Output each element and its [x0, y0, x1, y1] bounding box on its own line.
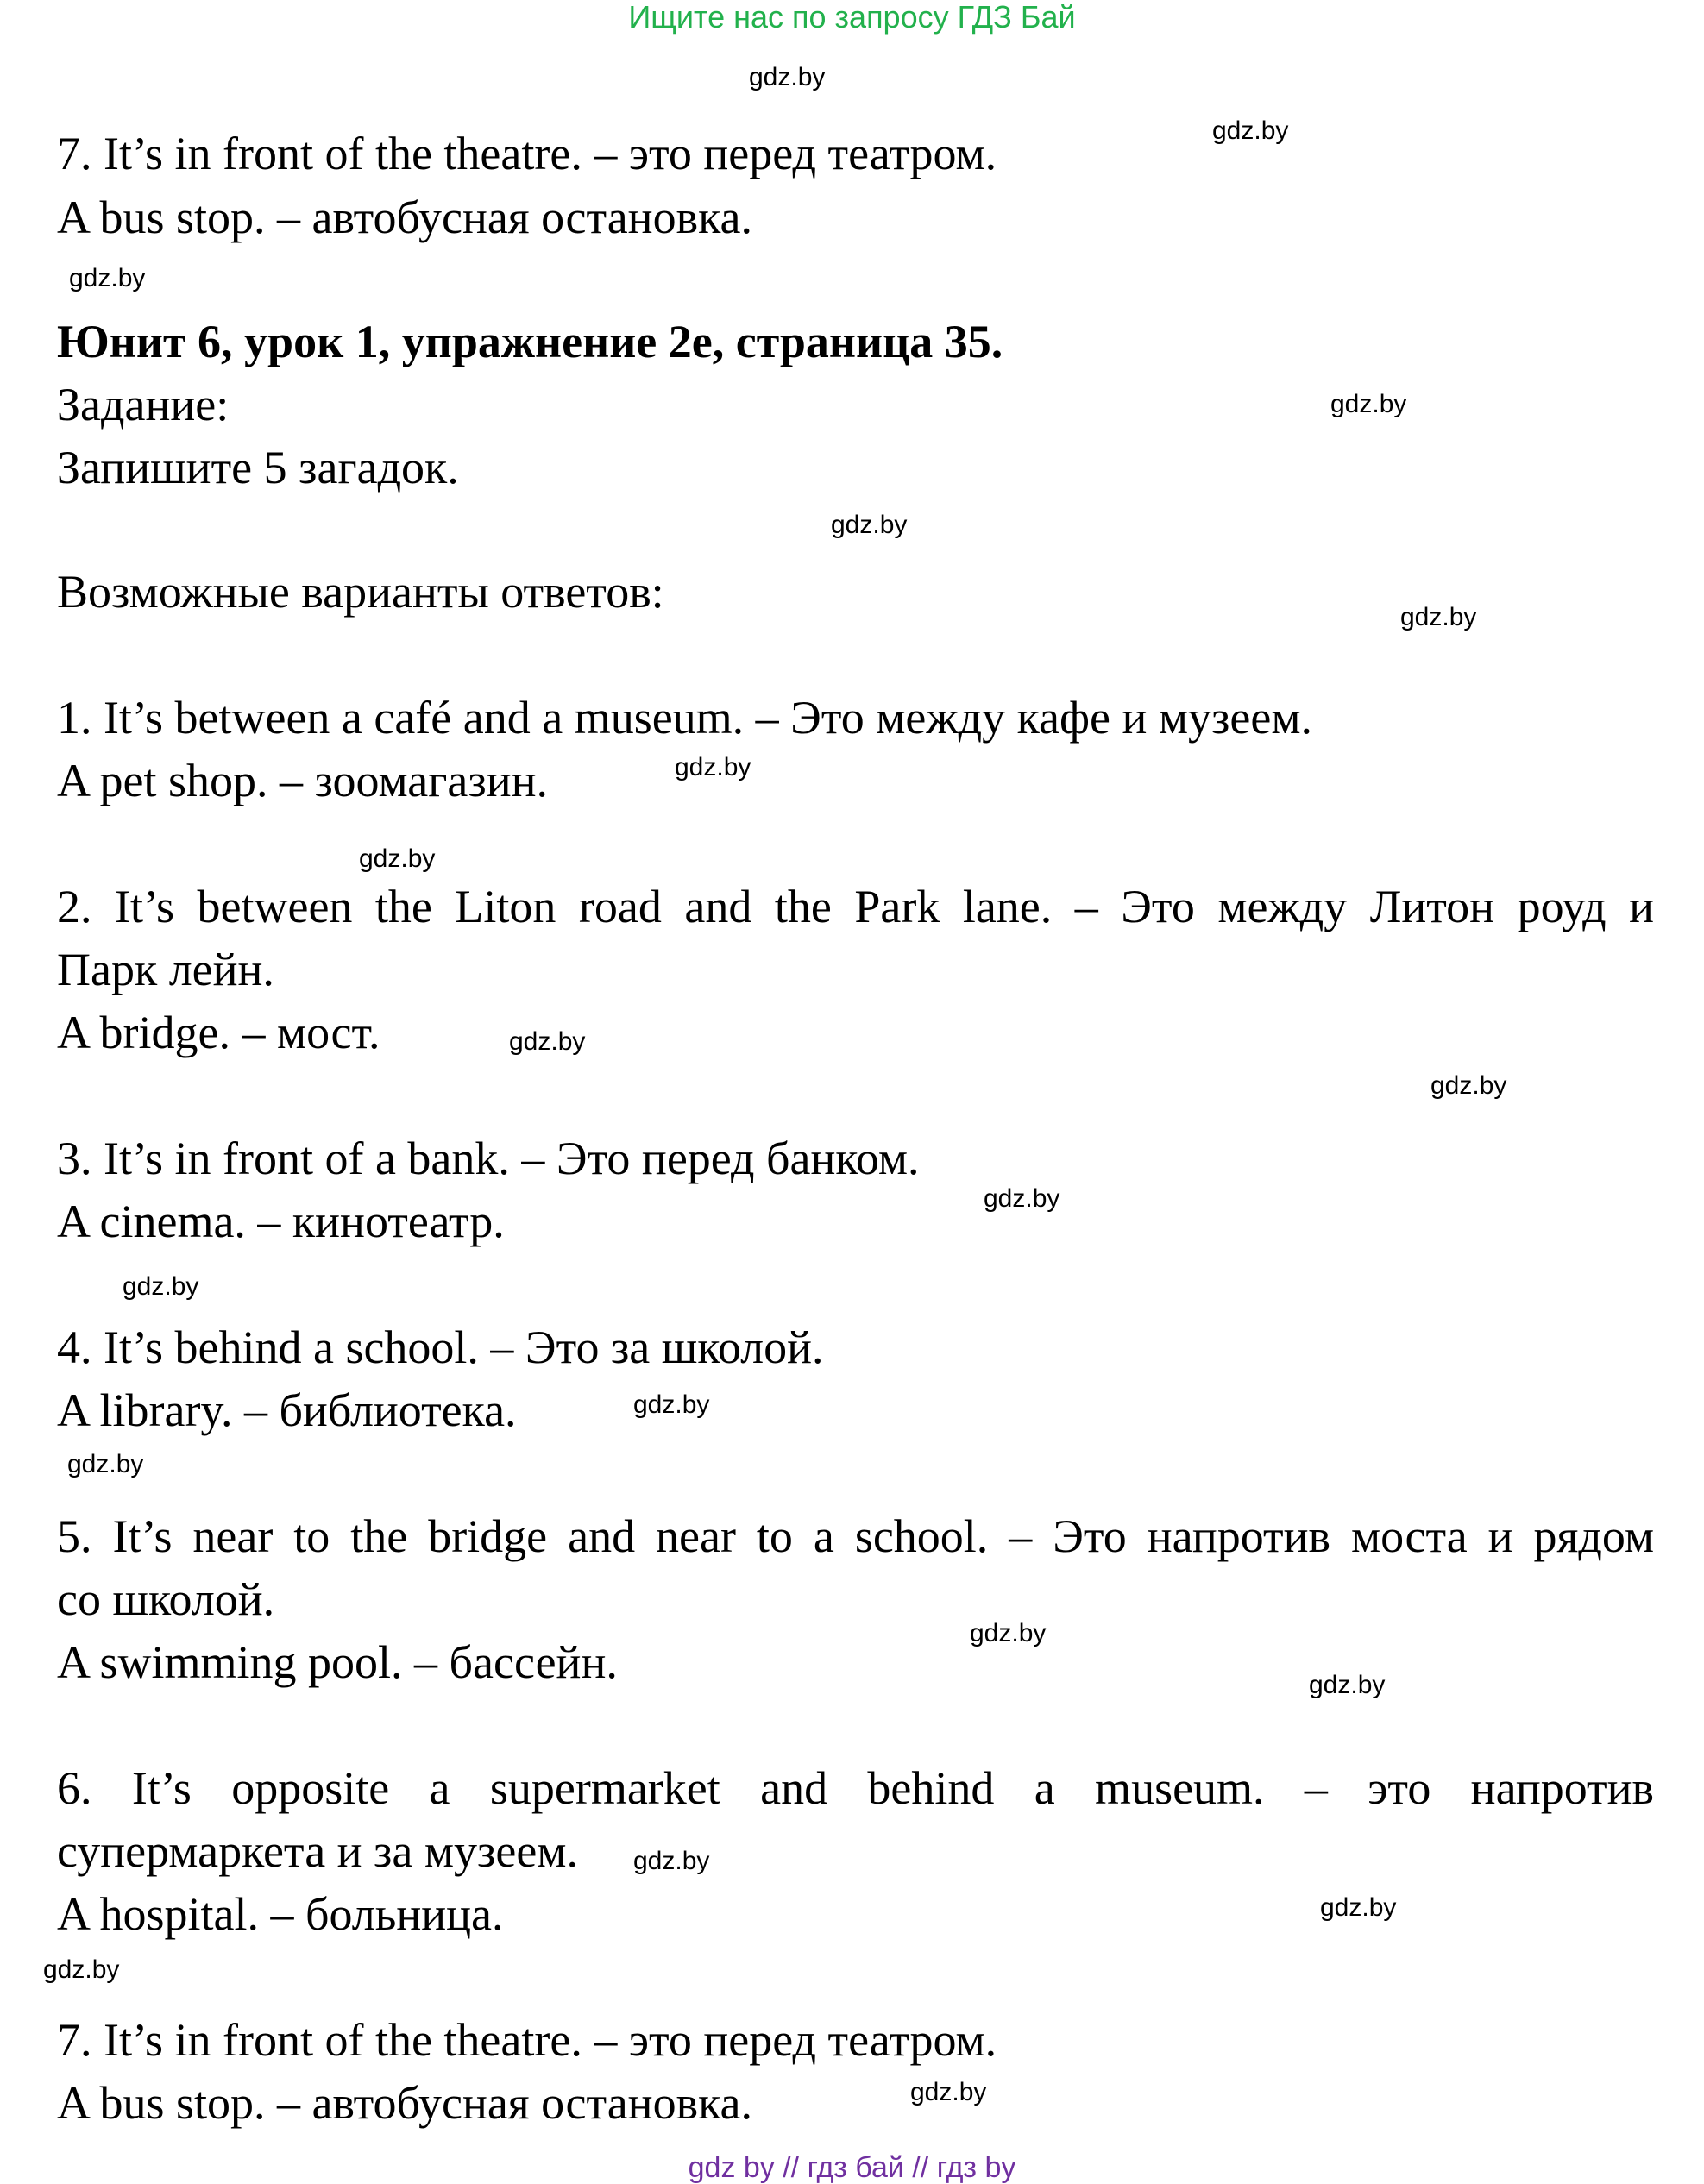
riddle-question-2-cont: Парк лейн. — [57, 944, 274, 995]
watermark: gdz.by — [831, 511, 908, 539]
watermark: gdz.by — [910, 2078, 987, 2106]
riddle-question-2: 2. It’s between the Liton road and the Park lane. – Это между Литон роуд и — [57, 881, 1654, 932]
watermark: gdz.by — [1430, 1071, 1507, 1100]
watermark: gdz.by — [633, 1390, 710, 1419]
watermark: gdz.by — [633, 1847, 710, 1875]
watermark: gdz.by — [984, 1184, 1060, 1213]
footer-links[interactable]: gdz by // гдз бай // гдз by — [688, 2151, 1016, 2184]
riddle-question-3: 3. It’s in front of a bank. – Это перед банком. — [57, 1133, 920, 1184]
riddle-question-6-cont: супермаркета и за музеем. — [57, 1825, 578, 1877]
riddle-question-1: 1. It’s between a café and a museum. – Это между кафе и музеем. — [57, 692, 1312, 744]
watermark: gdz.by — [1309, 1671, 1386, 1699]
watermark: gdz.by — [69, 264, 146, 292]
riddle-question-5-cont: со школой. — [57, 1573, 275, 1625]
riddle-answer-2: A bridge. – мост. — [57, 1007, 380, 1058]
riddle-question-7: 7. It’s in front of the theatre. – это перед театром. — [57, 2014, 997, 2066]
riddle-answer-3: A cinema. – кинотеатр. — [57, 1196, 505, 1247]
watermark: gdz.by — [43, 1955, 120, 1984]
top-question: 7. It’s in front of the theatre. – это перед театром. — [57, 128, 997, 179]
watermark: gdz.by — [749, 63, 826, 91]
riddle-answer-4: A library. – библиотека. — [57, 1384, 517, 1436]
riddle-answer-5: A swimming pool. – бассейн. — [57, 1636, 618, 1688]
watermark: gdz.by — [67, 1450, 144, 1478]
task-label: Задание: — [57, 379, 230, 430]
watermark: gdz.by — [509, 1027, 586, 1056]
riddle-question-4: 4. It’s behind a school. – Это за школой. — [57, 1321, 824, 1373]
watermark: gdz.by — [1400, 603, 1477, 631]
answers-label: Возможные варианты ответов: — [57, 566, 664, 618]
riddle-answer-1: A pet shop. – зоомагазин. — [57, 755, 549, 806]
watermark: gdz.by — [1212, 116, 1289, 145]
riddle-question-5: 5. It’s near to the bridge and near to a school. – Это напротив моста и рядом — [57, 1510, 1654, 1562]
task-text: Запишите 5 загадок. — [57, 442, 459, 493]
riddle-answer-7: A bus stop. – автобусная остановка. — [57, 2077, 752, 2129]
exercise-heading: Юнит 6, урок 1, упражнение 2е, страница 35. — [57, 316, 1003, 367]
watermark: gdz.by — [359, 844, 436, 873]
watermark: gdz.by — [675, 753, 751, 781]
watermark: gdz.by — [1320, 1893, 1397, 1922]
watermark: gdz.by — [123, 1272, 199, 1301]
riddle-question-6: 6. It’s opposite a supermarket and behind a museum. – это напротив — [57, 1762, 1654, 1814]
top-answer: A bus stop. – автобусная остановка. — [57, 191, 752, 243]
riddle-answer-6: A hospital. – больница. — [57, 1888, 504, 1940]
site-banner[interactable]: Ищите нас по запросу ГДЗ Бай — [628, 0, 1076, 35]
watermark: gdz.by — [970, 1619, 1047, 1647]
watermark: gdz.by — [1330, 390, 1407, 418]
